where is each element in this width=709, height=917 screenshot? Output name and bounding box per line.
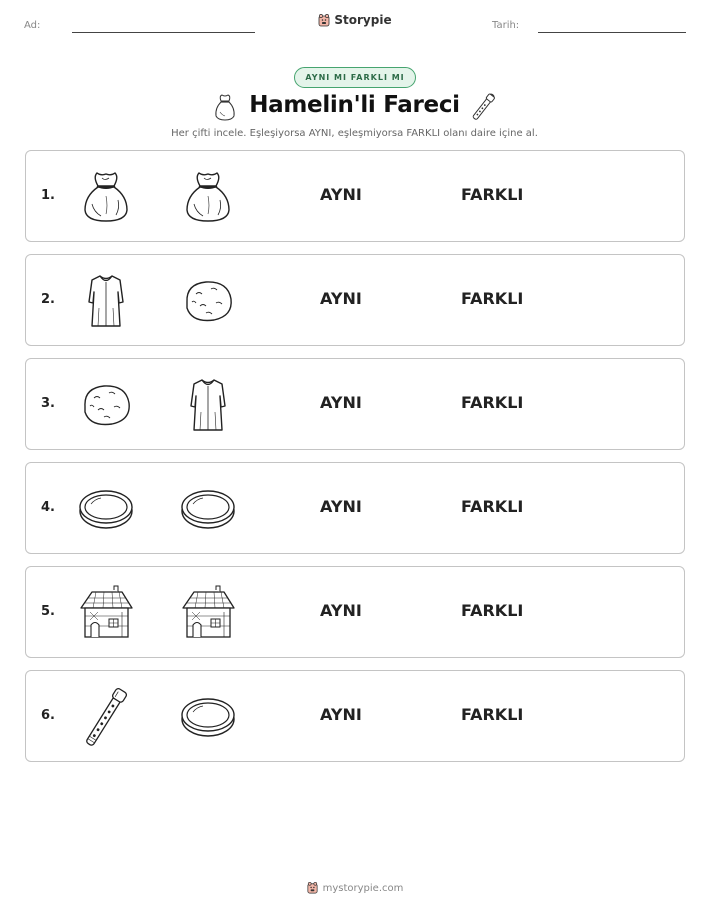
question-number: 3. [41,396,55,411]
robe-icon [178,376,238,434]
house-icon [178,584,238,642]
house-icon [76,584,136,642]
sack-icon [178,168,238,226]
answer-same[interactable]: AYNI [320,185,362,204]
question-number: 2. [41,292,55,307]
coin-icon [178,688,238,746]
brand-logo [0,13,709,27]
answer-same[interactable]: AYNI [320,393,362,412]
answer-different[interactable]: FARKLI [461,601,524,620]
storypie-logo-icon [317,13,331,27]
answer-different[interactable]: FARKLI [461,393,524,412]
footer [0,881,709,894]
bread-icon [76,376,136,434]
answer-different[interactable]: FARKLI [461,705,524,724]
question-row-6 [25,670,685,762]
page-title: Hamelin'li Fareci [249,92,460,118]
title-row [0,90,709,126]
answer-different[interactable]: FARKLI [461,185,524,204]
answer-same[interactable]: AYNI [320,497,362,516]
question-number: 1. [41,188,55,203]
question-row-3 [25,358,685,450]
answer-different[interactable]: FARKLI [461,497,524,516]
sack-icon [76,168,136,226]
footer-url[interactable]: mystorypie.com [322,883,404,894]
answer-same[interactable]: AYNI [320,705,362,724]
coin-icon [76,480,136,538]
instructions: Her çifti incele. Eşleşiyorsa AYNI, eşleşmiyorsa FARKLI olanı daire içine al. [171,128,538,139]
date-line[interactable] [538,32,686,33]
question-number: 6. [41,708,55,723]
answer-same[interactable]: AYNI [320,601,362,620]
coin-icon [178,480,238,538]
question-row-5 [25,566,685,658]
flute-icon [76,688,136,746]
question-row-4 [25,462,685,554]
question-number: 5. [41,604,55,619]
flute-icon [470,92,498,122]
name-label: Ad: [24,20,41,31]
question-number: 4. [41,500,55,515]
name-line[interactable] [72,32,255,33]
date-label: Tarih: [492,20,520,31]
question-row-1 [25,150,685,242]
answer-different[interactable]: FARKLI [461,289,524,308]
brand-name: Storypie [334,13,392,27]
answer-same[interactable]: AYNI [320,289,362,308]
robe-icon [76,272,136,330]
bread-icon [178,272,238,330]
question-row-2 [25,254,685,346]
storypie-logo-icon [306,881,319,894]
worksheet-type-badge: AYNI MI FARKLI MI [294,67,416,88]
